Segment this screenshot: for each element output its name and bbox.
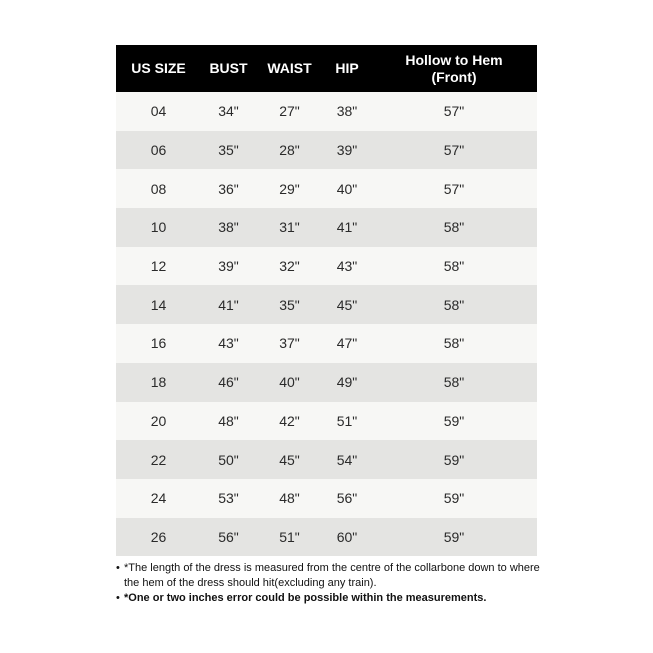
cell-hip: 45": [336, 296, 358, 313]
header-us-size: US SIZE: [131, 60, 186, 76]
cell-size: 08: [150, 180, 167, 197]
cell-bust: 34": [218, 103, 239, 120]
cell-hem: 59": [443, 412, 465, 429]
cell-size: 06: [150, 142, 167, 159]
cell-size: 14: [150, 296, 167, 313]
table-row: [116, 363, 537, 402]
cell-size: 10: [150, 219, 167, 236]
cell-bust: 35": [218, 142, 239, 159]
cell-waist: 37": [279, 335, 300, 352]
notes: [116, 561, 546, 606]
cell-hip: 43": [336, 258, 358, 275]
cell-size: 26: [150, 528, 167, 545]
header-hip: HIP: [335, 60, 359, 76]
table-row: [116, 440, 537, 479]
cell-hip: 49": [336, 374, 358, 391]
cell-hip: 47": [336, 335, 358, 352]
cell-size: 22: [150, 451, 167, 468]
table-row: [116, 247, 537, 286]
cell-waist: 40": [279, 374, 300, 391]
note-measurement-text: *The length of the dress is measured from the centre of the collarbone down to where the hem of the dress should hit(excluding any train).: [124, 562, 540, 589]
table-row: [116, 169, 537, 208]
cell-hem: 58": [443, 296, 465, 313]
table-body: [116, 92, 537, 556]
cell-hem: 58": [443, 335, 465, 352]
cell-hem: 59": [443, 528, 465, 545]
table-row: [116, 479, 537, 518]
table-row: [116, 402, 537, 441]
cell-hem: 58": [443, 258, 465, 275]
cell-hip: 41": [336, 219, 358, 236]
note-error-text: *One or two inches error could be possible within the measurements.: [124, 592, 487, 604]
header-bust: BUST: [209, 60, 248, 76]
cell-hem: 59": [443, 451, 465, 468]
table-row: [116, 324, 537, 363]
cell-hem: 58": [443, 374, 465, 391]
cell-bust: 38": [218, 219, 239, 236]
cell-hem: 57": [443, 103, 465, 120]
cell-bust: 36": [218, 180, 239, 197]
cell-waist: 42": [279, 412, 300, 429]
cell-bust: 41": [218, 296, 239, 313]
table-row: [116, 208, 537, 247]
cell-waist: 48": [279, 490, 300, 507]
table-row: [116, 285, 537, 324]
cell-size: 16: [150, 335, 167, 352]
table-row: [116, 92, 537, 131]
header-row: [116, 45, 537, 92]
header-hem-line1: Hollow to Hem: [405, 51, 503, 68]
bullet: •: [116, 562, 120, 574]
table-row: [116, 518, 537, 557]
cell-waist: 35": [279, 296, 300, 313]
table-row: [116, 131, 537, 170]
cell-hem: 59": [443, 490, 465, 507]
cell-hip: 56": [336, 490, 358, 507]
cell-bust: 43": [218, 335, 239, 352]
cell-waist: 28": [279, 142, 300, 159]
header-waist: WAIST: [267, 60, 312, 76]
cell-hip: 39": [336, 142, 358, 159]
bullet: •: [116, 592, 120, 604]
note-measurement: [116, 561, 546, 591]
cell-bust: 53": [218, 490, 239, 507]
cell-waist: 32": [279, 258, 300, 275]
table-header: [116, 45, 537, 92]
cell-hip: 40": [336, 180, 358, 197]
cell-bust: 56": [218, 528, 239, 545]
cell-bust: 50": [218, 451, 239, 468]
note-error: [116, 591, 546, 606]
size-chart-table: [116, 45, 537, 556]
cell-waist: 27": [279, 103, 300, 120]
cell-hip: 60": [336, 528, 358, 545]
cell-waist: 51": [279, 528, 300, 545]
cell-size: 12: [150, 258, 167, 275]
header-hem-line2: (Front): [431, 68, 477, 85]
cell-hem: 57": [443, 180, 465, 197]
cell-hem: 58": [443, 219, 465, 236]
cell-bust: 39": [218, 258, 239, 275]
cell-size: 20: [150, 412, 167, 429]
cell-size: 24: [150, 490, 167, 507]
header-hollow-to-hem: [371, 45, 537, 92]
cell-waist: 31": [279, 219, 300, 236]
cell-hip: 38": [336, 103, 358, 120]
cell-hip: 54": [336, 451, 358, 468]
cell-size: 04: [150, 103, 167, 120]
cell-bust: 46": [218, 374, 239, 391]
cell-waist: 29": [279, 180, 300, 197]
cell-bust: 48": [218, 412, 239, 429]
cell-waist: 45": [279, 451, 300, 468]
cell-hem: 57": [443, 142, 465, 159]
cell-size: 18: [150, 374, 167, 391]
cell-hip: 51": [336, 412, 358, 429]
